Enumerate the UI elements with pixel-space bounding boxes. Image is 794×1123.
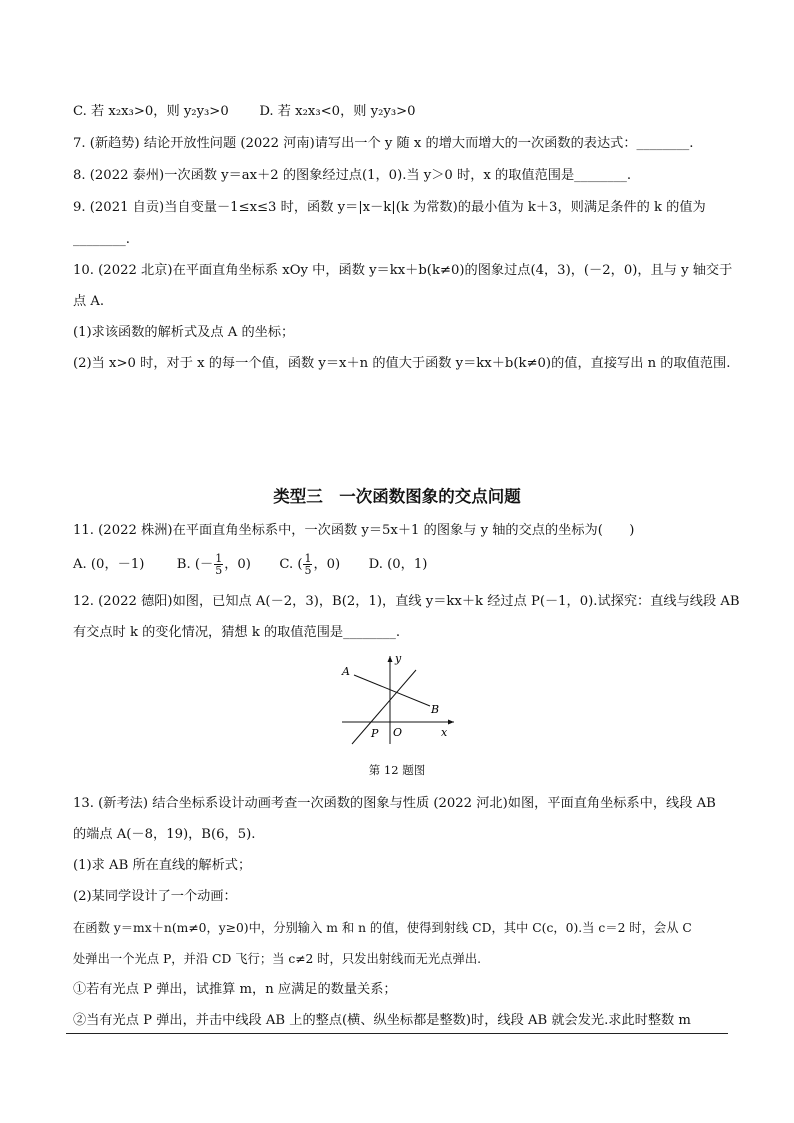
question-8: 8. (2022 泰州)一次函数 y＝ax＋2 的图象经过点(1，0).当 y＞0 时，x 的取值范围是________. [73, 168, 632, 183]
question-12-cont: 有交点时 k 的变化情况，猜想 k 的取值范围是________. [73, 625, 401, 640]
question-11: 11. (2022 株洲)在平面直角坐标系中，一次函数 y＝5x＋1 的图象与 y 轴的交点的坐标为( ) [73, 523, 635, 538]
label-p: P [371, 727, 379, 740]
label-y: y [395, 652, 402, 665]
option-d: D. (0，1) [368, 557, 428, 572]
label-origin: O [393, 726, 403, 739]
question-12: 12. (2022 德阳)如图，已知点 A(－2，3)，B(2，1)，直线 y＝kx＋k 经过点 P(－1，0).试探究：直线与线段 AB [73, 594, 740, 609]
question-13-part2: (2)某同学设计了一个动画： [73, 889, 237, 904]
question-13-animation-desc: 在函数 y＝mx＋n(m≠0，y≥0)中，分别输入 m 和 n 的值，使得到射线 CD，其中 C(c，0).当 c＝2 时，会从 C [73, 921, 692, 935]
question-13: 13. (新考法) 结合坐标系设计动画考查一次函数的图象与性质 (2022 河北)如图，平面直角坐标系中，线段 AB [73, 796, 716, 811]
bottom-divider [66, 1033, 728, 1034]
fraction-one-fifth: $\frac{1}{5}$ [304, 552, 312, 577]
question-10: 10. (2022 北京)在平面直角坐标系 xOy 中，函数 y＝kx＋b(k≠0)的图象过点(4，3)，(－2，0)，且与 y 轴交于 [73, 263, 733, 278]
figure-caption: 第 12 题图 [368, 763, 426, 777]
line-through-p [352, 670, 416, 744]
label-b: B [431, 703, 440, 716]
label-x: x [441, 726, 448, 739]
question-12-figure [330, 650, 460, 750]
question-13-animation-desc-cont: 处弹出一个光点 P，并沿 CD 飞行；当 c≠2 时，只发出射线而无光点弹出. [73, 952, 482, 966]
section-title: 类型三 一次函数图象的交点问题 [273, 487, 521, 506]
y-axis-arrow-icon [388, 656, 393, 662]
question-9-blank: ________. [73, 232, 130, 247]
fraction-one-fifth: $\frac{1}{5}$ [215, 552, 223, 577]
label-a: A [342, 665, 350, 678]
segment-ab [354, 675, 430, 706]
question-13-part1: (1)求 AB 所在直线的解析式； [73, 858, 252, 873]
option-a: A. (0，－1) [73, 557, 145, 572]
question-11-options [73, 553, 733, 576]
question-7: 7. (新趋势) 结论开放性问题 (2022 河南)请写出一个 y 随 x 的增大而增大的一次函数的表达式：________. [73, 136, 694, 151]
question-10-part2: (2)当 x>0 时，对于 x 的每一个值，函数 y＝x＋n 的值大于函数 y＝kx＋b(k≠0)的值，直接写出 n 的取值范围. [73, 356, 731, 371]
option-c: C. ( $\frac{1}{5}$ ，0) [279, 552, 341, 577]
question-10-cont: 点 A. [73, 294, 105, 309]
option-b: B. (－ $\frac{1}{5}$ ，0) [176, 552, 251, 577]
question-10-part1: (1)求该函数的解析式及点 A 的坐标； [73, 325, 295, 340]
x-axis-arrow-icon [448, 720, 454, 725]
question-6-options-cd: C. 若 x₂x₃>0，则 y₂y₃>0 D. 若 x₂x₃<0，则 y₂y₃>0 [73, 104, 416, 119]
question-9: 9. (2021 自贡)当自变量－1≤x≤3 时，函数 y＝|x－k|(k 为常数)的最小值为 k＋3，则满足条件的 k 的值为 [73, 200, 706, 215]
question-13-sub2: ②当有光点 P 弹出，并击中线段 AB 上的整点(横、纵坐标都是整数)时，线段 AB 就会发光.求此时整数 m [73, 1013, 691, 1028]
question-13-sub1: ①若有光点 P 弹出，试推算 m，n 应满足的数量关系； [73, 982, 397, 997]
question-13-cont: 的端点 A(－8，19)，B(6，5). [73, 827, 256, 842]
